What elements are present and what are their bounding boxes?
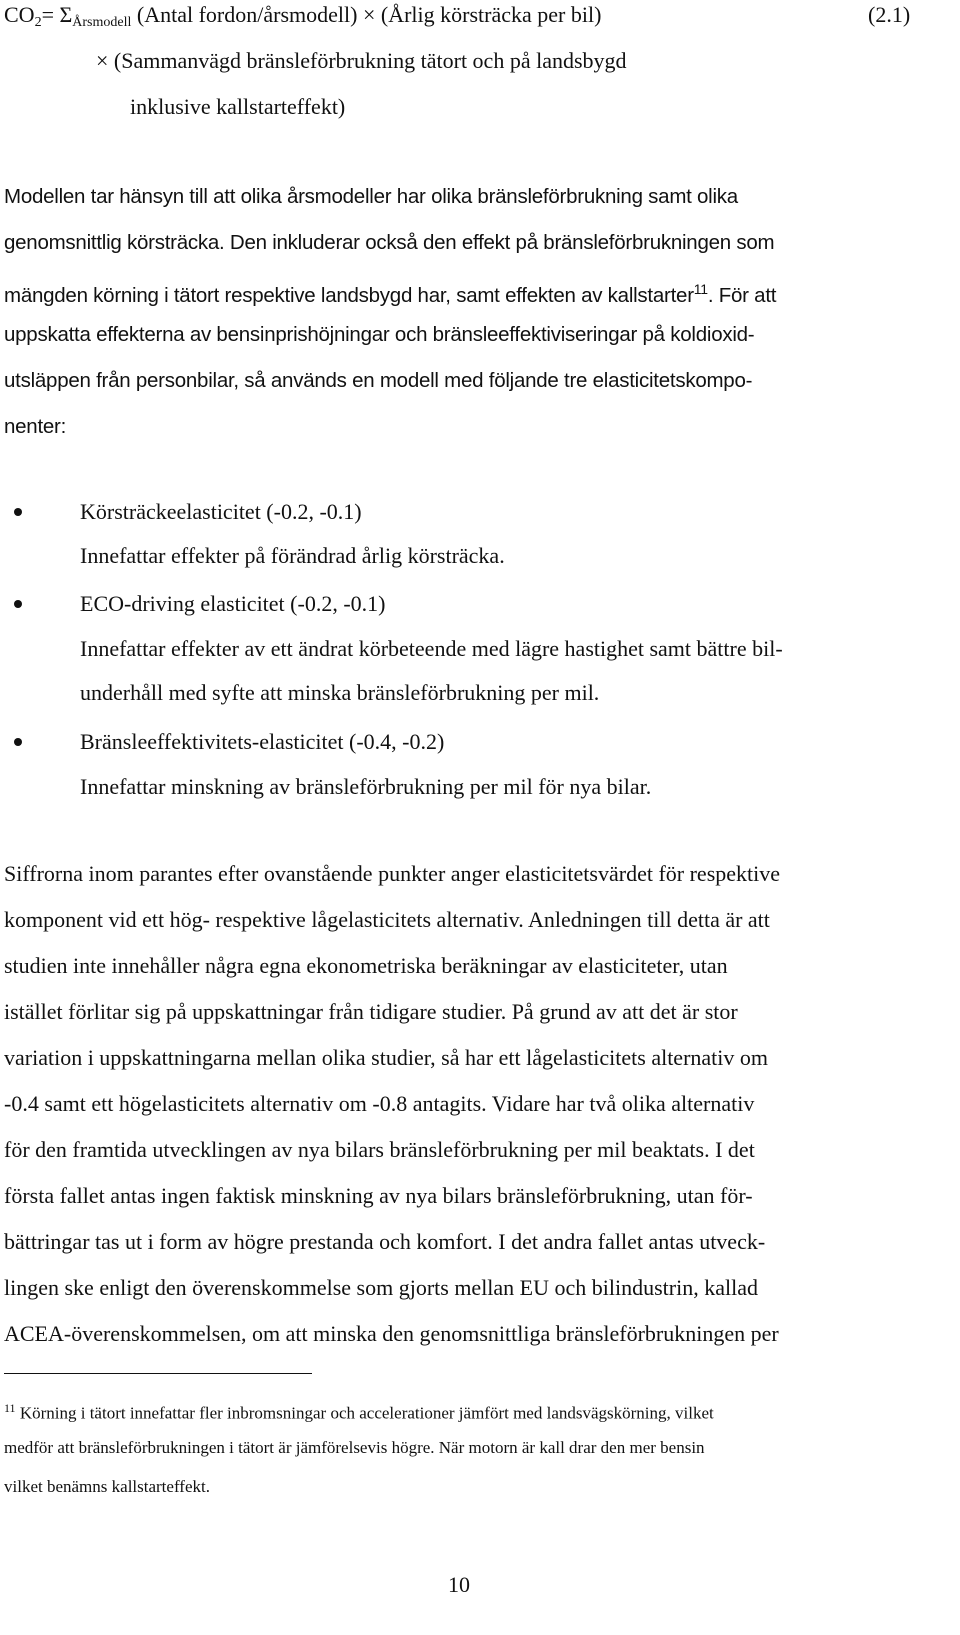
- co2-subscript: 2: [34, 15, 42, 30]
- bullet-description: underhåll med syfte att minska bränsleförbrukning per mil.: [80, 680, 600, 705]
- footnote-line: vilket benämns kallstarteffekt.: [4, 1477, 210, 1496]
- paragraph1-line: uppskatta effekterna av bensinprishöjningar och bränsleeffektiviseringar på koldioxid-: [4, 323, 755, 346]
- footnote-text: Körning i tätort innefattar fler inbromsningar och accelerationer jämfört med landsvägskörning, vilket: [15, 1403, 714, 1423]
- paragraph1-text: . För att: [707, 283, 777, 307]
- paragraph2-line: Siffrorna inom parantes efter ovanstående punkter anger elasticitetsvärdet för respektive: [4, 861, 781, 886]
- times-symbol: ×: [96, 48, 109, 73]
- footnote-number: 11: [4, 1401, 16, 1415]
- equation-term-fuel: (Sammanvägd bränsleförbrukning tätort och på landsbygd: [108, 48, 627, 73]
- bullet-description: Innefattar minskning av bränsleförbrukning per mil för nya bilar.: [80, 774, 652, 799]
- page-number: 10: [448, 1572, 470, 1597]
- footnote-line: medför att bränsleförbrukningen i tätort är jämförelsevis högre. När motorn är kall drar den mer bensin: [4, 1438, 705, 1457]
- paragraph2-line: ACEA-överenskommelsen, om att minska den genomsnittliga bränsleförbrukningen per: [4, 1321, 779, 1346]
- paragraph2-line: för den framtida utvecklingen av nya bilars bränsleförbrukning per mil beaktats. I det: [4, 1137, 755, 1162]
- paragraph2-line: lingen ske enligt den överenskommelse som gjorts mellan EU och bilindustrin, kallad: [4, 1275, 758, 1300]
- paragraph1-line: utsläppen från personbilar, så används en modell med följande tre elasticitetskompo-: [4, 369, 753, 392]
- paragraph2-line: bättringar tas ut i form av högre prestanda och komfort. I det andra fallet antas utveck-: [4, 1229, 766, 1254]
- footnote-line: [4, 1398, 714, 1424]
- paragraph2-line: variation i uppskattningarna mellan olika studier, så har ett lågelasticitets alternativ om: [4, 1045, 768, 1070]
- paragraph1-line: nenter:: [4, 415, 67, 438]
- bullet-description: Innefattar effekter på förändrad årlig körsträcka.: [80, 543, 505, 568]
- bullet-dot-icon: [14, 600, 22, 608]
- equation-line-2: [96, 48, 627, 74]
- paragraph1-line: Modellen tar hänsyn till att olika årsmodeller har olika bränsleförbrukning samt olika: [4, 185, 738, 208]
- equation-term-mileage: (Årlig körsträcka per bil): [375, 2, 602, 27]
- footnote-ref: 11: [693, 281, 708, 297]
- sigma-subscript: Årsmodell: [72, 15, 132, 30]
- paragraph1-text: mängden körning i tätort respektive landsbygd har, samt effekten av kallstarter: [4, 283, 694, 307]
- bullet-title: Bränsleeffektivitets-elasticitet (-0.4, -0.2): [80, 729, 445, 754]
- paragraph2-line: första fallet antas ingen faktisk minskning av nya bilars bränsleförbrukning, utan för-: [4, 1183, 753, 1208]
- bullet-title: ECO-driving elasticitet (-0.2, -0.1): [80, 591, 386, 616]
- equation-term-vehicles: (Antal fordon/årsmodell): [131, 2, 363, 27]
- paragraph1-line: [4, 276, 776, 309]
- paragraph2-line: studien inte innehåller några egna ekonometriska beräkningar av elasticiteter, utan: [4, 953, 728, 978]
- footnote-divider: [4, 1373, 312, 1374]
- bullet-description: Innefattar effekter av ett ändrat körbeteende med lägre hastighet samt bättre bil-: [80, 636, 783, 661]
- bullet-title: Körsträckeelasticitet (-0.2, -0.1): [80, 499, 362, 524]
- paragraph2-line: -0.4 samt ett högelasticitets alternativ om -0.8 antagits. Vidare har två olika alternativ: [4, 1091, 755, 1116]
- paragraph2-line: komponent vid ett hög- respektive lågelasticitets alternativ. Anledningen till detta är att: [4, 907, 770, 932]
- equation-line-1: [4, 2, 601, 36]
- paragraph2-line: istället förlitar sig på uppskattningar från tidigare studier. På grund av att det är stor: [4, 999, 738, 1024]
- times-symbol: ×: [362, 2, 376, 27]
- bullet-dot-icon: [14, 738, 22, 746]
- paragraph1-line: genomsnittlig körsträcka. Den inkluderar också den effekt på bränsleförbrukningen som: [4, 231, 775, 254]
- bullet-dot-icon: [14, 508, 22, 516]
- co2-label: CO: [4, 2, 35, 27]
- equation-number: (2.1): [868, 2, 911, 27]
- equation-line-3: inklusive kallstarteffekt): [130, 94, 346, 119]
- sigma-symbol: = Σ: [41, 2, 73, 27]
